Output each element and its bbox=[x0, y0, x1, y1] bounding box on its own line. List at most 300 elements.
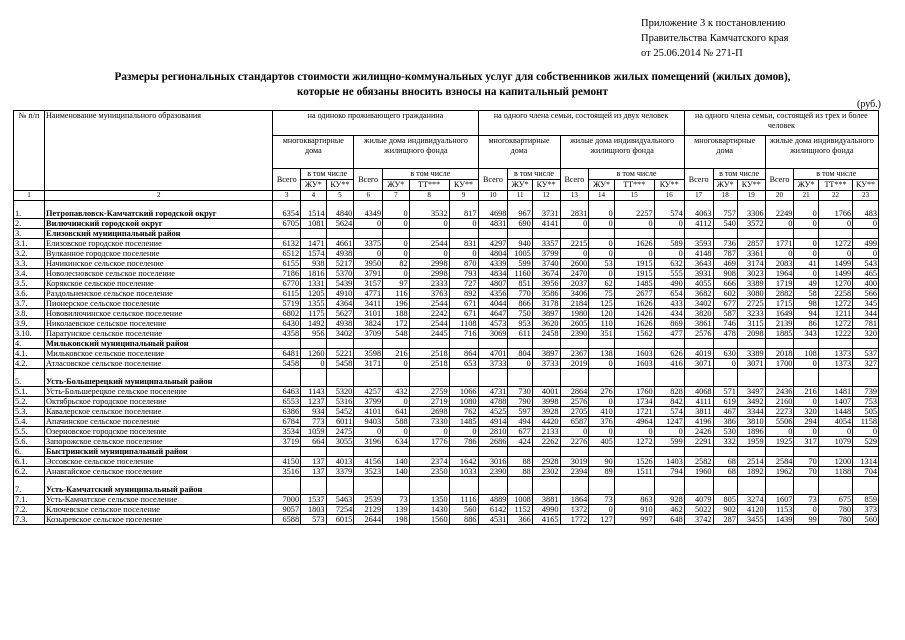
value-cell: 2333 bbox=[409, 279, 449, 289]
value-cell bbox=[449, 477, 478, 495]
value-cell: 0 bbox=[794, 249, 818, 259]
value-cell: 0 bbox=[383, 249, 410, 259]
row-number: 5.1. bbox=[14, 387, 45, 397]
value-cell bbox=[354, 369, 383, 387]
table-row bbox=[14, 407, 879, 417]
value-cell: 2605 bbox=[560, 319, 589, 329]
value-cell: 3274 bbox=[737, 495, 765, 505]
value-cell: 3101 bbox=[354, 309, 383, 319]
value-cell bbox=[273, 229, 301, 239]
municipality-name: Новолесновское сельское поселение bbox=[45, 269, 273, 279]
value-cell: 2582 bbox=[684, 457, 713, 467]
value-cell: 4914 bbox=[478, 417, 508, 427]
value-cell: 490 bbox=[654, 279, 684, 289]
column-number: 16 bbox=[654, 191, 684, 201]
value-cell: 4055 bbox=[684, 279, 713, 289]
row-number: 3.8. bbox=[14, 309, 45, 319]
value-cell: 3733 bbox=[478, 359, 508, 369]
value-cell: 805 bbox=[713, 495, 737, 505]
value-cell: 3516 bbox=[273, 467, 301, 477]
table-row bbox=[14, 349, 879, 359]
value-cell bbox=[478, 369, 508, 387]
value-cell bbox=[818, 477, 852, 495]
value-cell: 3402 bbox=[684, 299, 713, 309]
value-cell: 6155 bbox=[273, 259, 301, 269]
value-cell: 0 bbox=[794, 219, 818, 229]
value-cell: 2291 bbox=[684, 437, 713, 447]
value-cell bbox=[614, 339, 654, 349]
municipality-name: Атласовское сельское поселение bbox=[45, 359, 273, 369]
value-cell: 770 bbox=[508, 289, 532, 299]
column-number: 15 bbox=[614, 191, 654, 201]
value-cell bbox=[326, 339, 354, 349]
value-cell: 327 bbox=[853, 359, 879, 369]
value-cell: 804 bbox=[508, 349, 532, 359]
value-cell: 599 bbox=[654, 437, 684, 447]
value-cell: 1719 bbox=[765, 279, 794, 289]
value-cell: 1270 bbox=[818, 279, 852, 289]
value-cell bbox=[478, 339, 508, 349]
value-cell: 1272 bbox=[818, 319, 852, 329]
value-cell: 1439 bbox=[765, 515, 794, 525]
value-cell: 3791 bbox=[354, 269, 383, 279]
value-cell: 736 bbox=[713, 239, 737, 249]
value-cell bbox=[354, 447, 383, 457]
value-cell bbox=[560, 447, 589, 457]
appendix-line-3: от 25.06.2014 № 271-П bbox=[641, 48, 743, 59]
value-cell bbox=[301, 447, 326, 457]
value-cell: 864 bbox=[449, 349, 478, 359]
value-cell: 0 bbox=[449, 249, 478, 259]
value-cell: 2273 bbox=[765, 407, 794, 417]
value-cell: 2018 bbox=[765, 349, 794, 359]
value-cell: 6553 bbox=[273, 397, 301, 407]
value-cell: 4807 bbox=[478, 279, 508, 289]
value-cell bbox=[737, 339, 765, 349]
value-cell: 4150 bbox=[273, 457, 301, 467]
value-cell: 2139 bbox=[765, 319, 794, 329]
value-cell: 3682 bbox=[684, 289, 713, 299]
value-cell: 4148 bbox=[684, 249, 713, 259]
value-cell: 1915 bbox=[614, 269, 654, 279]
table-row bbox=[14, 289, 879, 299]
table-row bbox=[14, 457, 879, 467]
value-cell: 6802 bbox=[273, 309, 301, 319]
value-cell: 5624 bbox=[326, 219, 354, 229]
value-cell: 4420 bbox=[532, 417, 560, 427]
value-cell: 0 bbox=[794, 269, 818, 279]
value-cell: 5463 bbox=[326, 495, 354, 505]
value-cell: 1980 bbox=[560, 309, 589, 319]
value-cell: 626 bbox=[654, 349, 684, 359]
value-cell: 0 bbox=[409, 427, 449, 437]
value-cell: 634 bbox=[383, 437, 410, 447]
value-cell: 1160 bbox=[508, 269, 532, 279]
value-cell: 6386 bbox=[273, 407, 301, 417]
value-cell: 198 bbox=[383, 515, 410, 525]
value-cell bbox=[713, 477, 737, 495]
column-number: 10 bbox=[478, 191, 508, 201]
value-cell: 2584 bbox=[765, 457, 794, 467]
value-cell: 1373 bbox=[818, 349, 852, 359]
value-cell: 632 bbox=[654, 259, 684, 269]
value-cell bbox=[794, 477, 818, 495]
value-cell: 4141 bbox=[532, 219, 560, 229]
value-cell: 1959 bbox=[737, 437, 765, 447]
value-cell bbox=[794, 447, 818, 457]
value-cell: 1008 bbox=[508, 495, 532, 505]
header-total: Всего bbox=[684, 169, 713, 191]
value-cell: 3534 bbox=[273, 427, 301, 437]
table-row bbox=[14, 467, 879, 477]
value-cell: 2262 bbox=[532, 437, 560, 447]
value-cell bbox=[589, 369, 614, 387]
column-number: 4 bbox=[301, 191, 326, 201]
value-cell: 548 bbox=[383, 329, 410, 339]
table-row bbox=[14, 239, 879, 249]
value-cell bbox=[684, 369, 713, 387]
value-cell bbox=[449, 339, 478, 349]
value-cell bbox=[713, 339, 737, 349]
header-including: в том числе bbox=[508, 169, 560, 180]
value-cell bbox=[383, 339, 410, 349]
value-cell: 5458 bbox=[273, 359, 301, 369]
row-number: 5.4. bbox=[14, 417, 45, 427]
table-row bbox=[14, 201, 879, 219]
value-cell: 2644 bbox=[354, 515, 383, 525]
value-cell: 0 bbox=[560, 249, 589, 259]
value-cell: 1403 bbox=[654, 457, 684, 467]
value-cell: 3598 bbox=[354, 349, 383, 359]
value-cell bbox=[409, 447, 449, 457]
table-row bbox=[14, 417, 879, 427]
municipality-name: Усть-Большерецкий муниципальный район bbox=[45, 369, 273, 387]
value-cell: 1766 bbox=[818, 201, 852, 219]
value-cell: 0 bbox=[794, 359, 818, 369]
value-cell: 5452 bbox=[326, 407, 354, 417]
value-cell: 0 bbox=[654, 219, 684, 229]
value-cell: 4356 bbox=[478, 289, 508, 299]
section-row bbox=[14, 447, 879, 457]
value-cell: 746 bbox=[713, 319, 737, 329]
value-cell: 3069 bbox=[478, 329, 508, 339]
municipality-name: Паратунское сельское поселение bbox=[45, 329, 273, 339]
value-cell: 4910 bbox=[326, 289, 354, 299]
value-cell: 3080 bbox=[737, 289, 765, 299]
value-cell: 671 bbox=[449, 309, 478, 319]
value-cell: 4938 bbox=[326, 249, 354, 259]
value-cell: 4120 bbox=[737, 505, 765, 515]
value-cell: 690 bbox=[508, 219, 532, 229]
value-cell: 1005 bbox=[508, 249, 532, 259]
value-cell: 41 bbox=[794, 259, 818, 269]
value-cell: 5506 bbox=[765, 417, 794, 427]
value-cell: 0 bbox=[589, 219, 614, 229]
value-cell: 4349 bbox=[354, 201, 383, 219]
value-cell: 7330 bbox=[409, 417, 449, 427]
header-including: в том числе bbox=[301, 169, 354, 180]
value-cell: 0 bbox=[765, 219, 794, 229]
value-cell bbox=[478, 447, 508, 457]
value-cell bbox=[853, 369, 879, 387]
value-cell: 5627 bbox=[326, 309, 354, 319]
value-cell: 6015 bbox=[326, 515, 354, 525]
value-cell: 3733 bbox=[532, 359, 560, 369]
value-cell: 886 bbox=[449, 515, 478, 525]
value-cell: 1626 bbox=[614, 319, 654, 329]
header-ku: КУ** bbox=[449, 180, 478, 191]
row-number: 4. bbox=[14, 339, 45, 349]
value-cell: 7000 bbox=[273, 495, 301, 505]
value-cell: 6354 bbox=[273, 201, 301, 219]
value-cell: 730 bbox=[508, 387, 532, 397]
value-cell: 0 bbox=[409, 249, 449, 259]
appendix-line-1: Приложение 3 к постановлению bbox=[641, 18, 786, 29]
value-cell: 1803 bbox=[301, 505, 326, 515]
value-cell: 851 bbox=[508, 279, 532, 289]
value-cell: 1152 bbox=[508, 505, 532, 515]
value-cell: 1188 bbox=[818, 467, 852, 477]
value-cell bbox=[713, 229, 737, 239]
value-cell: 3361 bbox=[737, 249, 765, 259]
value-cell bbox=[713, 369, 737, 387]
subheader-houses: жилые дома индивидуального жилищного фонда bbox=[560, 136, 684, 169]
value-cell: 630 bbox=[713, 349, 737, 359]
value-cell: 6011 bbox=[326, 417, 354, 427]
value-cell: 386 bbox=[713, 417, 737, 427]
value-cell: 3055 bbox=[326, 437, 354, 447]
value-cell: 716 bbox=[449, 329, 478, 339]
value-cell: 3019 bbox=[560, 457, 589, 467]
row-number: 7. bbox=[14, 477, 45, 495]
value-cell: 654 bbox=[654, 289, 684, 299]
value-cell bbox=[654, 369, 684, 387]
value-cell: 619 bbox=[713, 397, 737, 407]
value-cell bbox=[560, 477, 589, 495]
value-cell: 790 bbox=[508, 397, 532, 407]
value-cell: 666 bbox=[713, 279, 737, 289]
header-tt: ТТ*** bbox=[818, 180, 852, 191]
value-cell: 4196 bbox=[684, 417, 713, 427]
value-cell bbox=[684, 339, 713, 349]
value-cell: 1153 bbox=[765, 505, 794, 515]
value-cell bbox=[654, 477, 684, 495]
municipality-name: Начикинское сельское поселение bbox=[45, 259, 273, 269]
value-cell: 1372 bbox=[560, 505, 589, 515]
table-row bbox=[14, 387, 879, 397]
value-cell bbox=[765, 447, 794, 457]
row-number: 7.3. bbox=[14, 515, 45, 525]
value-cell bbox=[818, 339, 852, 349]
value-cell: 0 bbox=[794, 397, 818, 407]
value-cell: 0 bbox=[614, 427, 654, 437]
value-cell: 2576 bbox=[560, 397, 589, 407]
value-cell: 1864 bbox=[560, 495, 589, 505]
value-cell: 1492 bbox=[301, 319, 326, 329]
value-cell: 6132 bbox=[273, 239, 301, 249]
value-cell: 1574 bbox=[301, 249, 326, 259]
municipality-name: Октябрьское городское поселение bbox=[45, 397, 273, 407]
row-number: 3.6. bbox=[14, 289, 45, 299]
value-cell: 4731 bbox=[478, 387, 508, 397]
value-cell: 88 bbox=[508, 457, 532, 467]
value-cell: 2390 bbox=[560, 329, 589, 339]
subheader-apartments: многоквартирные дома bbox=[478, 136, 560, 169]
value-cell: 4698 bbox=[478, 201, 508, 219]
value-cell: 0 bbox=[818, 427, 852, 437]
municipality-name: Вилючинский городской округ bbox=[45, 219, 273, 229]
value-cell: 780 bbox=[818, 505, 852, 515]
row-number: 3.10. bbox=[14, 329, 45, 339]
header-ku: КУ** bbox=[654, 180, 684, 191]
municipality-name: Кавалерское сельское поселение bbox=[45, 407, 273, 417]
municipality-name: Елизовское городское поселение bbox=[45, 239, 273, 249]
value-cell bbox=[589, 339, 614, 349]
municipality-name: Пионерское сельское поселение bbox=[45, 299, 273, 309]
value-cell bbox=[532, 447, 560, 457]
value-cell: 62 bbox=[589, 279, 614, 289]
table-row bbox=[14, 495, 879, 505]
value-cell: 494 bbox=[508, 417, 532, 427]
municipality-name: Николаевское сельское поселение bbox=[45, 319, 273, 329]
value-cell: 2436 bbox=[765, 387, 794, 397]
table-row bbox=[14, 269, 879, 279]
row-number: 2. bbox=[14, 219, 45, 229]
value-cell: 0 bbox=[560, 219, 589, 229]
value-cell: 4257 bbox=[354, 387, 383, 397]
value-cell: 478 bbox=[713, 329, 737, 339]
value-cell: 1272 bbox=[818, 299, 852, 309]
value-cell bbox=[654, 447, 684, 457]
value-cell bbox=[614, 369, 654, 387]
value-cell: 543 bbox=[853, 259, 879, 269]
value-cell: 2518 bbox=[409, 349, 449, 359]
value-cell: 2394 bbox=[560, 467, 589, 477]
value-cell: 1964 bbox=[765, 269, 794, 279]
value-cell: 2475 bbox=[326, 427, 354, 437]
row-number: 3.1. bbox=[14, 239, 45, 249]
row-number: 3.5. bbox=[14, 279, 45, 289]
value-cell bbox=[326, 447, 354, 457]
value-cell: 0 bbox=[354, 427, 383, 437]
value-cell: 1925 bbox=[765, 437, 794, 447]
table-row bbox=[14, 299, 879, 309]
municipality-name: Елизовский муниципальный район bbox=[45, 229, 273, 239]
value-cell: 140 bbox=[383, 457, 410, 467]
header-zhu: ЖУ* bbox=[589, 180, 614, 191]
value-cell: 4101 bbox=[354, 407, 383, 417]
value-cell: 73 bbox=[794, 495, 818, 505]
value-cell: 0 bbox=[589, 249, 614, 259]
row-number: 6. bbox=[14, 447, 45, 457]
value-cell: 1734 bbox=[614, 397, 654, 407]
value-cell: 4019 bbox=[684, 349, 713, 359]
value-cell: 0 bbox=[614, 219, 654, 229]
value-cell: 2184 bbox=[560, 299, 589, 309]
appendix-line-2: Правительства Камчатского края bbox=[641, 33, 789, 44]
value-cell: 373 bbox=[853, 505, 879, 515]
municipality-name: Ключевское сельское поселение bbox=[45, 505, 273, 515]
value-cell: 2882 bbox=[765, 289, 794, 299]
value-cell: 3016 bbox=[478, 457, 508, 467]
value-cell: 5439 bbox=[326, 279, 354, 289]
value-cell: 1514 bbox=[301, 201, 326, 219]
municipality-name: Запорожское сельское поселение bbox=[45, 437, 273, 447]
value-cell: 90 bbox=[589, 457, 614, 467]
column-number: 7 bbox=[383, 191, 410, 201]
value-cell bbox=[354, 477, 383, 495]
value-cell: 0 bbox=[853, 427, 879, 437]
value-cell: 477 bbox=[654, 329, 684, 339]
value-cell: 125 bbox=[589, 299, 614, 309]
value-cell: 4001 bbox=[532, 387, 560, 397]
value-cell: 1260 bbox=[301, 349, 326, 359]
value-cell: 3023 bbox=[737, 269, 765, 279]
value-cell bbox=[508, 369, 532, 387]
value-cell: 0 bbox=[383, 427, 410, 437]
column-number: 18 bbox=[713, 191, 737, 201]
value-cell: 1066 bbox=[449, 387, 478, 397]
value-cell bbox=[301, 477, 326, 495]
value-cell: 2160 bbox=[765, 397, 794, 407]
value-cell: 1211 bbox=[818, 309, 852, 319]
value-cell: 0 bbox=[589, 239, 614, 249]
value-cell bbox=[326, 229, 354, 239]
value-cell: 1607 bbox=[765, 495, 794, 505]
value-cell: 1962 bbox=[765, 467, 794, 477]
value-cell: 216 bbox=[383, 349, 410, 359]
value-cell: 2302 bbox=[532, 467, 560, 477]
value-cell: 344 bbox=[853, 309, 879, 319]
value-cell: 4068 bbox=[684, 387, 713, 397]
value-cell bbox=[765, 477, 794, 495]
value-cell: 139 bbox=[383, 505, 410, 515]
value-cell: 7254 bbox=[326, 505, 354, 515]
value-cell bbox=[589, 477, 614, 495]
value-cell: 2544 bbox=[409, 319, 449, 329]
value-cell: 2458 bbox=[532, 329, 560, 339]
value-cell: 2133 bbox=[532, 427, 560, 437]
value-cell bbox=[614, 447, 654, 457]
value-cell: 3375 bbox=[354, 239, 383, 249]
value-cell: 1407 bbox=[818, 397, 852, 407]
value-cell: 3593 bbox=[684, 239, 713, 249]
value-cell: 6481 bbox=[273, 349, 301, 359]
value-cell: 3620 bbox=[532, 319, 560, 329]
column-number: 8 bbox=[409, 191, 449, 201]
section-row bbox=[14, 229, 879, 239]
column-number: 13 bbox=[560, 191, 589, 201]
value-cell: 3820 bbox=[684, 309, 713, 319]
value-cell bbox=[853, 229, 879, 239]
value-cell bbox=[409, 229, 449, 239]
value-cell bbox=[301, 229, 326, 239]
value-cell: 6705 bbox=[273, 219, 301, 229]
value-cell bbox=[818, 447, 852, 457]
value-cell: 1603 bbox=[614, 349, 654, 359]
value-cell bbox=[614, 477, 654, 495]
value-cell: 99 bbox=[794, 515, 818, 525]
value-cell bbox=[560, 369, 589, 387]
value-cell: 58 bbox=[794, 289, 818, 299]
value-cell: 505 bbox=[853, 407, 879, 417]
value-cell: 781 bbox=[853, 319, 879, 329]
table-row bbox=[14, 249, 879, 259]
value-cell: 786 bbox=[449, 437, 478, 447]
value-cell: 1776 bbox=[409, 437, 449, 447]
municipality-name: Анавгайское сельское поселение bbox=[45, 467, 273, 477]
value-cell: 3406 bbox=[560, 289, 589, 299]
